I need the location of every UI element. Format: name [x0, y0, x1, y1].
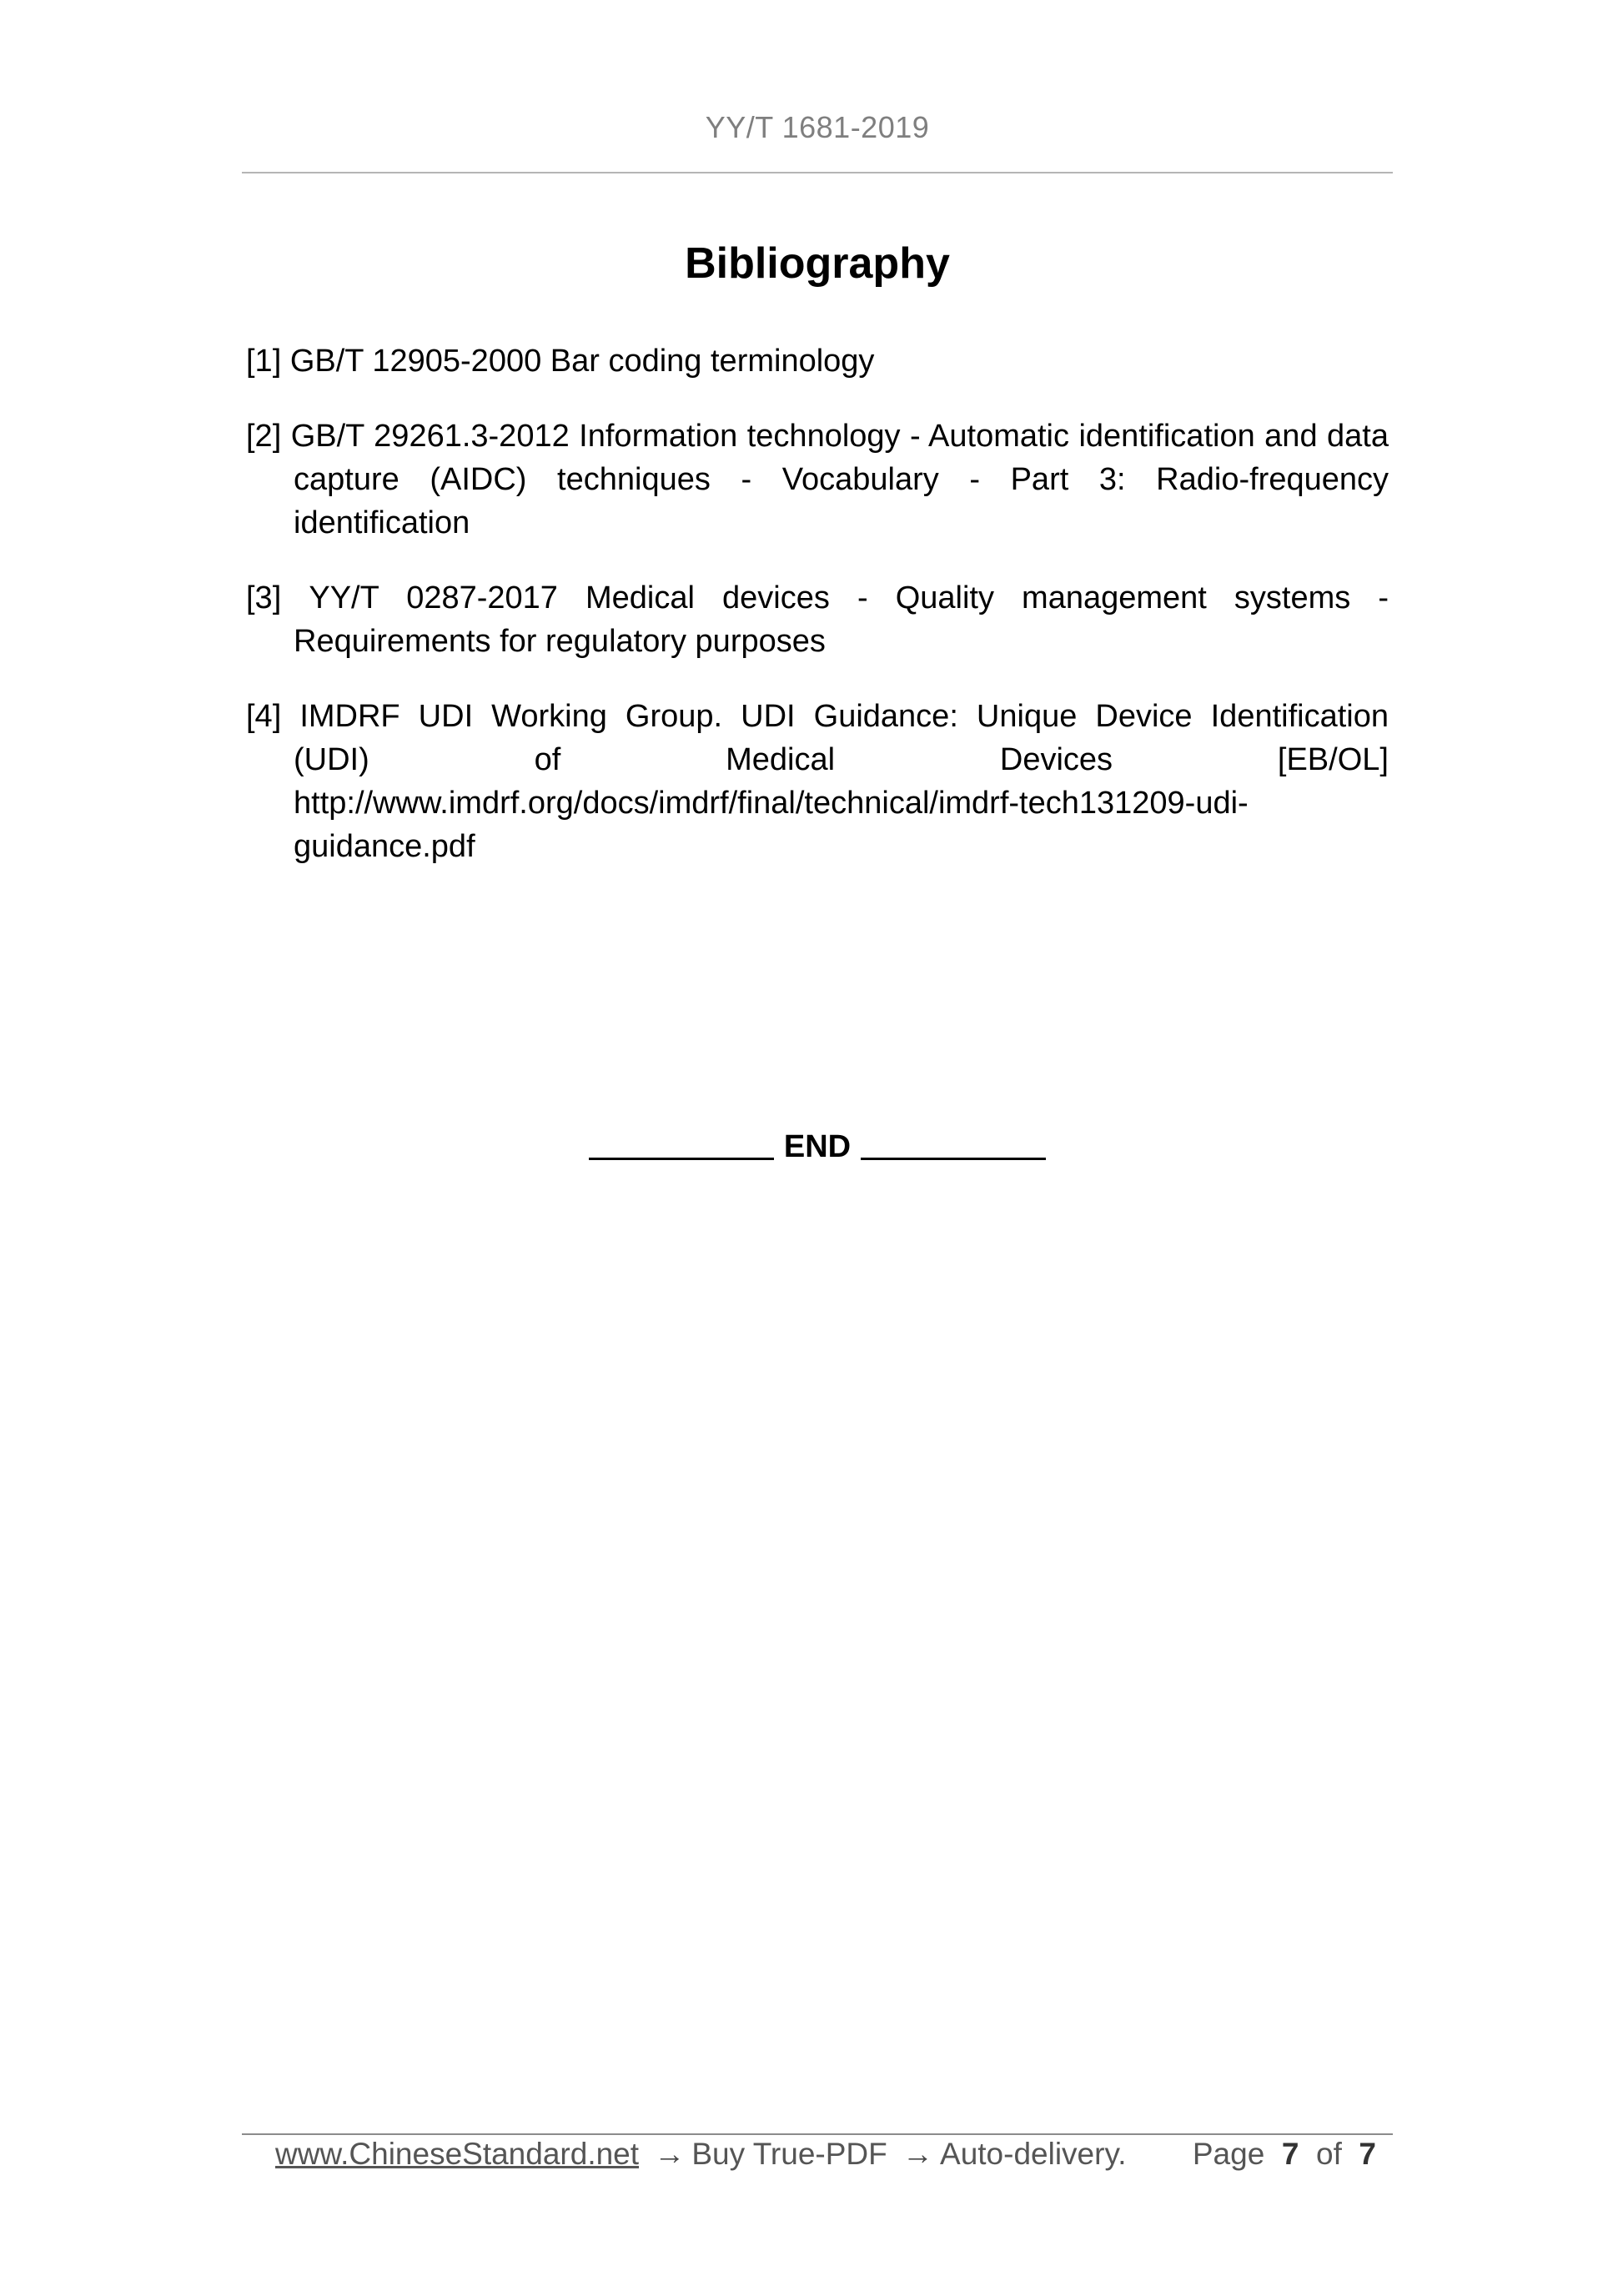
page-total: 7	[1359, 2137, 1376, 2171]
end-label: END	[783, 1129, 852, 1164]
header-divider	[242, 172, 1393, 173]
reference-text: YY/T 0287-2017 Medical devices - Quality management systems - Requirements for regulatory purposes	[294, 580, 1389, 659]
footer-promo	[275, 2137, 1126, 2172]
page-label: Page	[1192, 2137, 1265, 2171]
auto-delivery-text: Auto-delivery.	[940, 2137, 1127, 2171]
reference-word: of	[534, 742, 561, 777]
reference-text-line1: IMDRF UDI Working Group. UDI Guidance: Unique Device Identification	[299, 699, 1389, 734]
reference-item-4	[246, 695, 1389, 868]
end-rule-right	[861, 1158, 1046, 1160]
arrow-right-icon: →	[654, 2137, 686, 2171]
page-footer	[275, 2137, 1376, 2178]
reference-number: [1]	[246, 344, 282, 379]
arrow-right-icon: →	[902, 2137, 934, 2171]
reference-text: GB/T 12905-2000 Bar coding terminology	[289, 344, 875, 379]
reference-item-3	[246, 576, 1389, 663]
reference-word: (UDI)	[294, 742, 369, 777]
page-title: Bibliography	[685, 239, 950, 288]
page-indicator	[1193, 2137, 1376, 2172]
end-marker	[242, 1129, 1393, 1165]
footer-divider	[242, 2133, 1393, 2135]
buy-pdf-text: Buy True-PDF	[691, 2137, 887, 2171]
of-label: of	[1316, 2137, 1342, 2171]
page-current: 7	[1281, 2137, 1299, 2171]
reference-list	[246, 339, 1389, 900]
reference-item-1	[246, 339, 1389, 383]
end-rule-left	[589, 1158, 774, 1160]
reference-url-part2: guidance.pdf	[294, 829, 475, 864]
reference-number: [2]	[246, 419, 282, 454]
reference-word: Devices	[999, 742, 1113, 777]
reference-url	[294, 781, 1389, 868]
reference-text: GB/T 29261.3-2012 Information technology - Automatic identification and data capture (AIDC) techniques - Vocabulary - Part 3: Radio-frequency identification	[290, 419, 1389, 540]
site-link[interactable]: www.ChineseStandard.net	[275, 2137, 640, 2171]
reference-number: [3]	[246, 580, 282, 615]
reference-url-part1: http://www.imdrf.org/docs/imdrf/final/technical/imdrf-tech131209-udi-	[294, 786, 1249, 821]
reference-text-line2	[294, 738, 1389, 781]
document-code-header: YY/T 1681-2019	[705, 110, 930, 144]
reference-word: [EB/OL]	[1277, 742, 1389, 777]
reference-number: [4]	[246, 699, 282, 734]
reference-item-2	[246, 414, 1389, 545]
reference-word: Medical	[726, 742, 836, 777]
